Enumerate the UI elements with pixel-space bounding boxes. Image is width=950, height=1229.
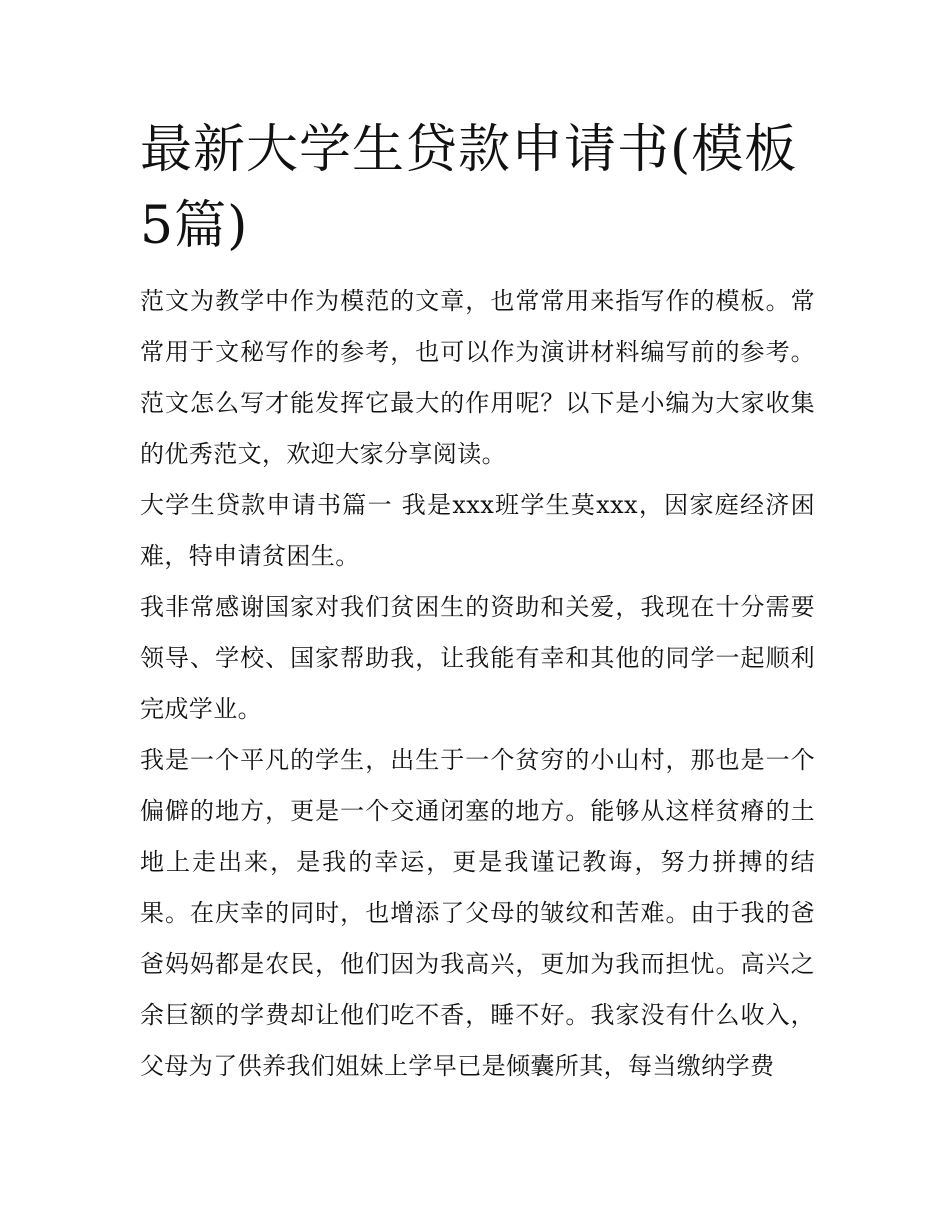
paragraph-family-background: 我是一个平凡的学生，出生于一个贫穷的小山村，那也是一个偏僻的地方，更是一个交通闭塞的地方。能够从这样贫瘠的土地上走出来，是我的幸运，更是我谨记教诲，努力拼搏的结果。在庆幸的同时，也增添了父母的皱纹和苦难。由于我的爸爸妈妈都是农民，他们因为我高兴，更加为我而担忧。高兴之余巨额的学费却让他们吃不香，睡不好。我家没有什么收入，父母为了供养我们姐妹上学早已是倾囊所其，每当缴纳学费 [140, 746, 815, 1080]
document-body [140, 112, 815, 1092]
paragraph-gratitude: 我非常感谢国家对我们贫困生的资助和关爱，我现在十分需要领导、学校、国家帮助我，让我能有幸和其他的同学一起顺利完成学业。 [140, 593, 815, 723]
paragraph-intro: 范文为教学中作为模范的文章，也常常用来指写作的模板。常常用于文秘写作的参考，也可以作为演讲材料编写前的参考。范文怎么写才能发挥它最大的作用呢？以下是小编为大家收集的优秀范文，欢迎大家分享阅读。 [140, 287, 815, 468]
paragraph-application-opening: 大学生贷款申请书篇一 我是xxx班学生莫xxx，因家庭经济困难，特申请贫困生。 [140, 491, 815, 570]
document-title: 最新大学生贷款申请书(模板5篇) [140, 120, 798, 256]
